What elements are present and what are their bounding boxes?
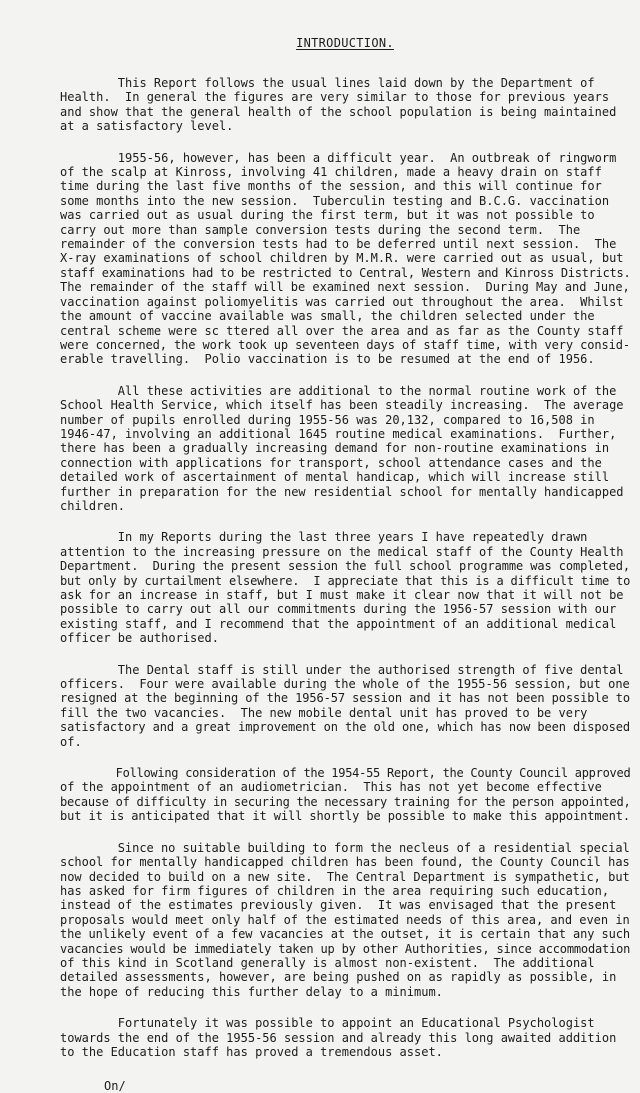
text-line: officers. Four were available during the whole of the 1955-56 session, but one: [60, 677, 630, 692]
text-line: This Report follows the usual lines laid down by the Department of: [60, 76, 595, 90]
text-line: detailed work of ascertainment of mental handicap, which will increase still: [60, 470, 610, 485]
text-line: has asked for firm figures of children in the area requiring such education,: [60, 883, 610, 898]
text-line: there has been a gradually increasing demand for non-routine examinations in: [60, 441, 610, 456]
text-line: to the Education staff has proved a tremendous asset.: [60, 1044, 443, 1059]
text-line: towards the end of the 1955-56 session and already this long awaited addition: [60, 1030, 617, 1045]
text-line: School Health Service, which itself has been steadily increasing. The average: [60, 398, 624, 413]
text-line: remainder of the conversion tests had to be deferred until next session. The: [60, 237, 617, 252]
paragraph: [60, 530, 630, 645]
text-line: Fortunately it was possible to appoint an Educational Psychologist: [60, 1016, 595, 1031]
text-line: the amount of vaccine available was small, the children selected under the: [60, 309, 595, 324]
text-line: some months into the new session. Tuberculin testing and B.C.G. vaccination: [60, 193, 610, 208]
text-line: The Dental staff is still under the authorised strength of five dental: [60, 662, 624, 677]
paragraph: [60, 384, 630, 514]
text-line: and show that the general health of the school population is being maintained: [60, 104, 617, 119]
text-line: school for mentally handicapped children has been found, the County Council has: [60, 855, 630, 870]
text-line: staff examinations had to be restricted to Central, Western and Kinross Districts.: [60, 265, 631, 280]
text-line: All these activities are additional to the normal routine work of the: [60, 383, 617, 398]
text-line: carry out more than sample conversion tests during the second term. The: [60, 222, 581, 237]
paragraph: [60, 663, 630, 749]
text-line: erable travelling. Polio vaccination is to be resumed at the end of 1956.: [60, 352, 595, 367]
text-line: Department. During the present session the full school programme was completed,: [60, 559, 630, 574]
text-line: of the appointment of an audiometrician. This has not yet become effective: [60, 780, 602, 795]
text-line: possible to carry out all our commitments during the 1956-57 session with our: [60, 602, 617, 617]
text-line: 1946-47, involving an additional 1645 routine medical examinations. Further,: [60, 426, 617, 441]
text-line: Health. In general the figures are very similar to those for previous years: [60, 90, 610, 105]
text-line: of.: [60, 734, 82, 749]
paragraph: [60, 841, 630, 999]
text-line: proposals would meet only half of the estimated needs of this area, and even in: [60, 912, 630, 927]
text-line: the unlikely event of a few vacancies at the outset, it is certain that any such: [60, 927, 630, 942]
text-line: of the scalp at Kinross, involving 41 children, made a heavy drain on staff: [60, 165, 602, 180]
text-line: was carried out as usual during the first term, but it was not possible to: [60, 208, 595, 223]
text-line: satisfactory and a great improvement on the old one, which has now been disposed: [60, 720, 630, 735]
text-line: vacancies would be immediately taken up by other Authorities, since accommodation: [60, 941, 631, 956]
text-line: 1955-56, however, has been a difficult year. An outbreak of ringworm: [60, 150, 617, 165]
paragraph: [60, 766, 630, 824]
text-line: of this kind in Scotland generally is almost non-existent. The additional: [60, 955, 595, 970]
text-line: time during the last five months of the session, and this will continue for: [60, 179, 602, 194]
text-line: Following consideration of the 1954-55 Report, the County Council approved: [60, 766, 631, 781]
text-line: children.: [60, 498, 126, 513]
text-line: The remainder of the staff will be examined next session. During May and June,: [60, 280, 630, 295]
text-line: ask for an increase in staff, but I must make it clear now that it will not be: [60, 588, 624, 602]
paragraph: [60, 151, 630, 367]
text-line: at a satisfactory level.: [60, 119, 234, 134]
text-line: detailed assessments, however, are being pushed on as rapidly as possible, in: [60, 970, 617, 985]
page-title: INTRODUCTION.: [296, 36, 394, 50]
text-line: number of pupils enrolled during 1955-56 was 20,132, compared to 16,508 in: [60, 412, 595, 427]
text-line: In my Reports during the last three years I have repeatedly drawn: [60, 530, 588, 545]
text-line: resigned at the beginning of the 1956-57 session and it has not been possible to: [60, 691, 630, 706]
paragraph: [60, 1016, 630, 1059]
text-line: instead of the estimates previously given. It was envisaged that the present: [60, 898, 617, 913]
text-line: because of difficulty in securing the necessary training for the person appointed,: [60, 794, 631, 809]
document-body: [60, 76, 630, 1059]
text-line: further in preparation for the new residential school for mentally handicapped: [60, 484, 624, 499]
continuation-marker: On/: [104, 1079, 126, 1093]
text-line: Since no suitable building to form the necleus of a residential special: [60, 840, 630, 855]
text-line: central scheme were sc ttered all over the area and as far as the County staff: [60, 323, 624, 338]
text-line: the hope of reducing this further delay to a minimum.: [60, 984, 443, 999]
text-line: connection with applications for transport, school attendance cases and the: [60, 455, 602, 470]
text-line: attention to the increasing pressure on the medical staff of the County Health: [60, 544, 624, 559]
text-line: X-ray examinations of school children by M.M.R. were carried out as usual, but: [60, 251, 624, 266]
paragraph: [60, 76, 630, 134]
text-line: officer be authorised.: [60, 631, 219, 646]
text-line: fill the two vacancies. The new mobile dental unit has proved to be very: [60, 705, 588, 720]
text-line: existing staff, and I recommend that the appointment of an additional medical: [60, 616, 617, 631]
text-line: vaccination against poliomyelitis was carried out throughout the area. Whilst: [60, 294, 624, 309]
text-line: but it is anticipated that it will shortly be possible to make this appointment.: [60, 809, 630, 824]
text-line: but only by curtailment elsewhere. I appreciate that this is a difficult time to: [60, 573, 631, 588]
text-line: now decided to build on a new site. The Central Department is sympathetic, but: [60, 869, 630, 884]
text-line: were concerned, the work took up seventeen days of staff time, with very consid-: [60, 337, 630, 352]
